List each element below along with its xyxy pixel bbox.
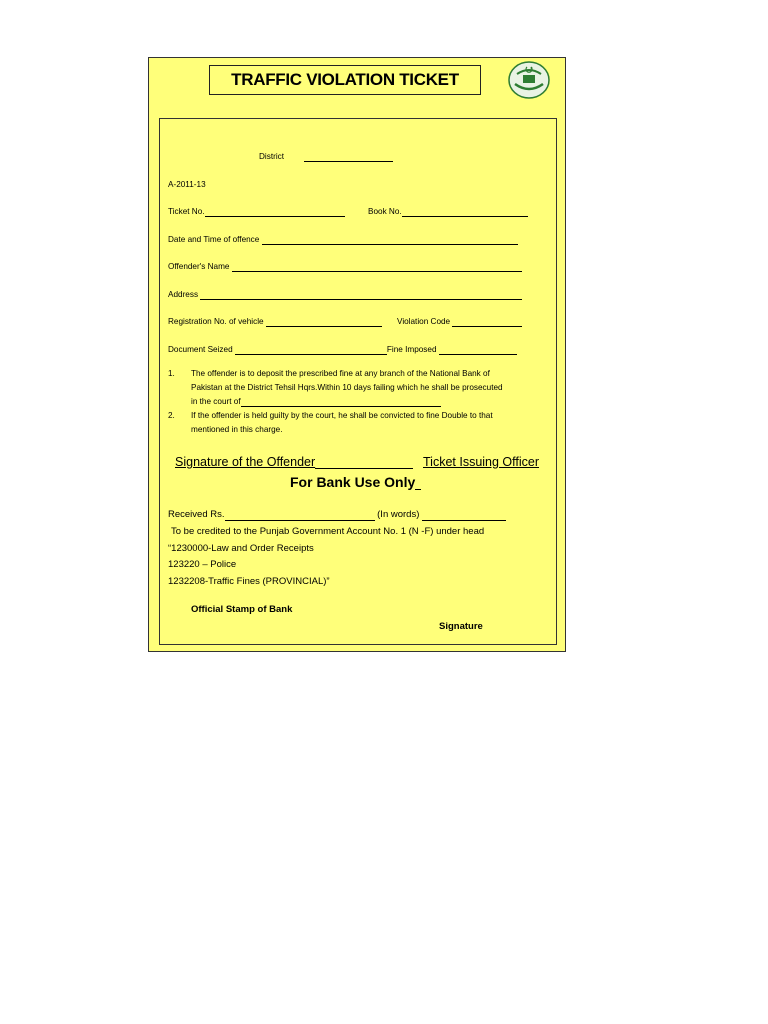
note-1-number: 1. xyxy=(168,369,175,378)
punjab-emblem-icon xyxy=(507,60,551,100)
serial-number: A-2011-13 xyxy=(168,180,206,189)
bank-heading: For Bank Use Only xyxy=(290,474,416,490)
district-label: District xyxy=(259,152,285,161)
in-words-label: (In words) xyxy=(377,509,420,520)
note-2-line-1: If the offender is held guilty by the court, he shall be convicted to fine Double to that xyxy=(191,411,493,420)
account-head-1: “1230000-Law and Order Receipts xyxy=(168,543,314,554)
registration-line xyxy=(266,317,382,327)
address-label: Address xyxy=(168,290,199,299)
bank-stamp-label: Official Stamp of Bank xyxy=(191,604,293,615)
bank-heading-underline xyxy=(415,475,421,490)
violation-code-label: Violation Code xyxy=(397,317,451,326)
received-label: Received Rs. xyxy=(168,509,225,520)
signature-offender: Signature of the Offender xyxy=(175,455,316,469)
ticket-title: TRAFFIC VIOLATION TICKET xyxy=(209,65,481,95)
offender-name-label: Offender's Name xyxy=(168,262,230,271)
address-line xyxy=(200,290,522,300)
note-1-line-3: in the court of xyxy=(191,397,241,406)
in-words-line xyxy=(422,510,506,521)
district-line xyxy=(304,152,393,162)
signature-line xyxy=(315,455,413,469)
account-head-3: 1232208-Traffic Fines (PROVINCIAL)” xyxy=(168,576,330,587)
book-no-label: Book No. xyxy=(368,207,402,216)
note-2-line-2: mentioned in this charge. xyxy=(191,425,283,434)
offender-name-line xyxy=(232,262,522,272)
note-2-number: 2. xyxy=(168,411,175,420)
date-time-line xyxy=(262,235,518,245)
ticket-form xyxy=(159,118,557,645)
registration-label: Registration No. of vehicle xyxy=(168,317,264,326)
document-seized-label: Document Seized xyxy=(168,345,233,354)
book-no-line xyxy=(402,207,528,217)
ticket-issuing-officer: Ticket Issuing Officer xyxy=(423,455,540,469)
ticket-no-label: Ticket No. xyxy=(168,207,205,216)
document-seized-line xyxy=(235,345,387,355)
note-1-line-1: The offender is to deposit the prescribed fine at any branch of the National Bank of xyxy=(191,369,490,378)
ticket-no-line xyxy=(205,207,345,217)
note-1-line-2: Pakistan at the District Tehsil Hqrs.Within 10 days failing which he shall be prosecuted xyxy=(191,383,503,392)
credited-text: To be credited to the Punjab Government Account No. 1 (N -F) under head xyxy=(171,526,485,537)
date-time-label: Date and Time of offence xyxy=(168,235,260,244)
fine-imposed-label: Fine Imposed xyxy=(386,345,437,354)
traffic-ticket xyxy=(148,57,566,652)
account-head-2: 123220 – Police xyxy=(168,559,237,570)
fine-imposed-line xyxy=(439,345,517,355)
violation-code-line xyxy=(452,317,522,327)
bank-signature-label: Signature xyxy=(439,621,483,632)
court-line xyxy=(241,397,441,407)
received-line xyxy=(225,510,375,521)
